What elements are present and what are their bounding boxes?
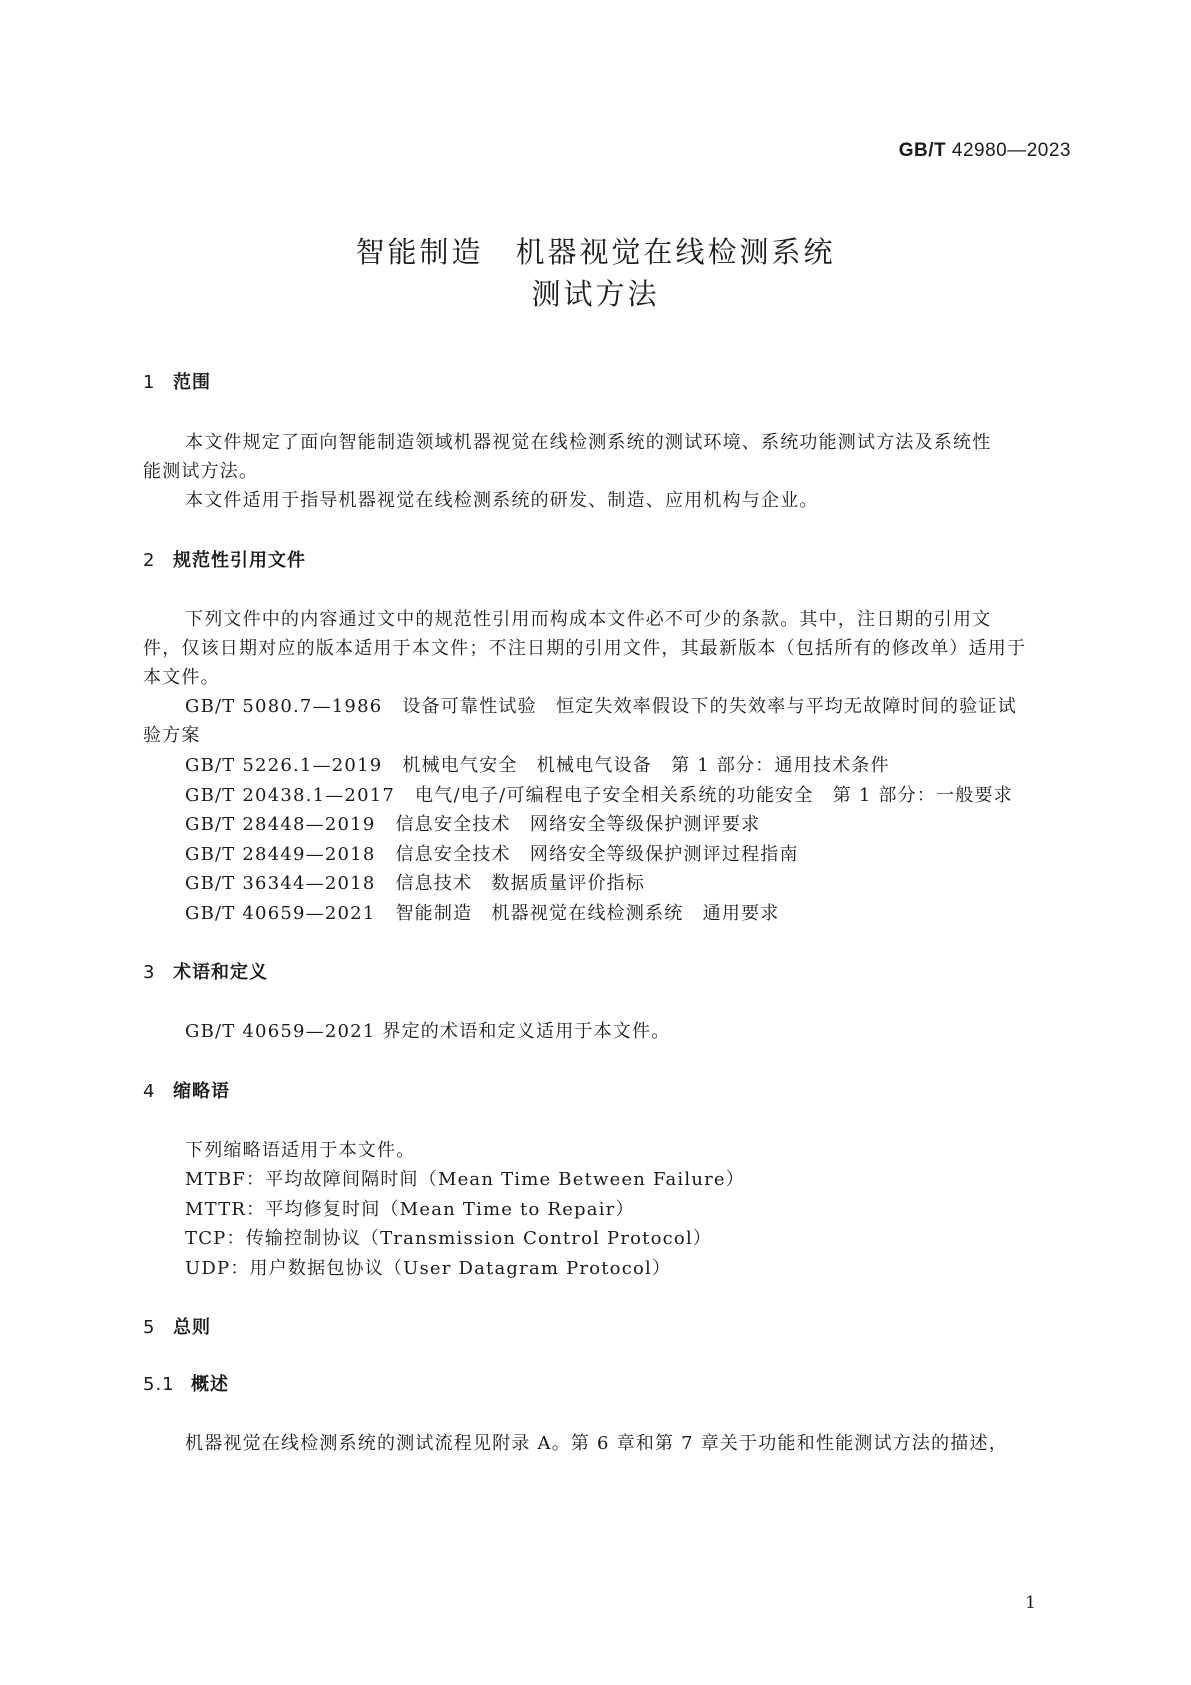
reference-name: 信息安全技术 网络安全等级保护测评过程指南 bbox=[395, 844, 799, 865]
reference-item bbox=[185, 692, 1017, 718]
reference-code: GB/T 36344—2018 bbox=[185, 873, 376, 894]
abbreviation-item: TCP：传输控制协议（Transmission Control Protocol） bbox=[185, 1228, 713, 1249]
document-title-line2: 测试方法 bbox=[531, 277, 660, 311]
paragraph: 能测试方法。 bbox=[143, 461, 259, 482]
paragraph: 本文件适用于指导机器视觉在线检测系统的研发、制造、应用机构与企业。 bbox=[185, 490, 819, 511]
paragraph: GB/T 40659—2021 界定的术语和定义适用于本文件。 bbox=[185, 1021, 671, 1042]
section-3-heading bbox=[143, 958, 268, 984]
section-title: 范围 bbox=[173, 372, 211, 393]
section-5-heading bbox=[143, 1313, 211, 1339]
page-number: 1 bbox=[1025, 1593, 1036, 1613]
section-2-heading bbox=[143, 546, 306, 572]
abbreviation-item: UDP：用户数据包协议（User Datagram Protocol） bbox=[185, 1258, 672, 1279]
reference-code: GB/T 5080.7—1986 bbox=[185, 696, 383, 717]
reference-item bbox=[185, 899, 779, 925]
section-number: 1 bbox=[143, 372, 156, 393]
reference-name: 机械电气安全 机械电气设备 第 1 部分：通用技术条件 bbox=[402, 755, 890, 776]
section-number: 4 bbox=[143, 1081, 156, 1102]
section-number: 2 bbox=[143, 550, 156, 571]
reference-item bbox=[185, 840, 799, 866]
paragraph: 机器视觉在线检测系统的测试流程见附录 A。第 6 章和第 7 章关于功能和性能测试方法的描述， bbox=[185, 1433, 1008, 1454]
reference-item bbox=[185, 781, 1013, 807]
standard-number: 42980—2023 bbox=[951, 140, 1071, 161]
reference-name: 信息技术 数据质量评价指标 bbox=[395, 873, 646, 894]
reference-name: 设备可靠性试验 恒定失效率假设下的失效率与平均无故障时间的验证试 bbox=[402, 696, 1017, 717]
reference-code: GB/T 5226.1—2019 bbox=[185, 755, 383, 776]
standard-code bbox=[899, 140, 1071, 162]
reference-item bbox=[185, 869, 645, 895]
reference-item bbox=[185, 751, 890, 777]
paragraph: 件，仅该日期对应的版本适用于本文件；不注日期的引用文件，其最新版本（包括所有的修改单）适用于 bbox=[143, 638, 1027, 659]
section-title: 规范性引用文件 bbox=[173, 550, 306, 571]
reference-item bbox=[185, 810, 760, 836]
reference-code: GB/T 28448—2019 bbox=[185, 814, 376, 835]
paragraph: 本文件。 bbox=[143, 667, 220, 688]
paragraph: 本文件规定了面向智能制造领域机器视觉在线检测系统的测试环境、系统功能测试方法及系统性 bbox=[185, 432, 992, 453]
reference-name: 电气/电子/可编程电子安全相关系统的功能安全 第 1 部分：一般要求 bbox=[415, 785, 1013, 806]
section-title: 缩略语 bbox=[173, 1081, 230, 1102]
abbreviation-item: MTBF：平均故障间隔时间（Mean Time Between Failure） bbox=[185, 1169, 745, 1190]
section-number: 5 bbox=[143, 1317, 156, 1338]
section-title: 总则 bbox=[173, 1317, 211, 1338]
section-title: 术语和定义 bbox=[173, 962, 268, 983]
paragraph: 下列缩略语适用于本文件。 bbox=[185, 1140, 416, 1161]
reference-item-continuation: 验方案 bbox=[143, 725, 201, 746]
reference-code: GB/T 20438.1—2017 bbox=[185, 785, 396, 806]
section-5-1-heading bbox=[143, 1370, 229, 1396]
section-1-heading bbox=[143, 368, 211, 394]
section-title: 概述 bbox=[191, 1374, 229, 1395]
reference-name: 信息安全技术 网络安全等级保护测评要求 bbox=[395, 814, 761, 835]
reference-name: 智能制造 机器视觉在线检测系统 通用要求 bbox=[395, 903, 780, 924]
paragraph: 下列文件中的内容通过文中的规范性引用而构成本文件必不可少的条款。其中，注日期的引用文 bbox=[185, 609, 992, 630]
reference-code: GB/T 28449—2018 bbox=[185, 844, 376, 865]
reference-code: GB/T 40659—2021 bbox=[185, 903, 376, 924]
abbreviation-item: MTTR：平均修复时间（Mean Time to Repair） bbox=[185, 1199, 635, 1220]
section-number: 5.1 bbox=[143, 1374, 175, 1395]
section-number: 3 bbox=[143, 962, 156, 983]
standard-prefix: GB/T bbox=[898, 140, 947, 161]
document-title-line1: 智能制造 机器视觉在线检测系统 bbox=[355, 235, 836, 269]
section-4-heading bbox=[143, 1077, 230, 1103]
